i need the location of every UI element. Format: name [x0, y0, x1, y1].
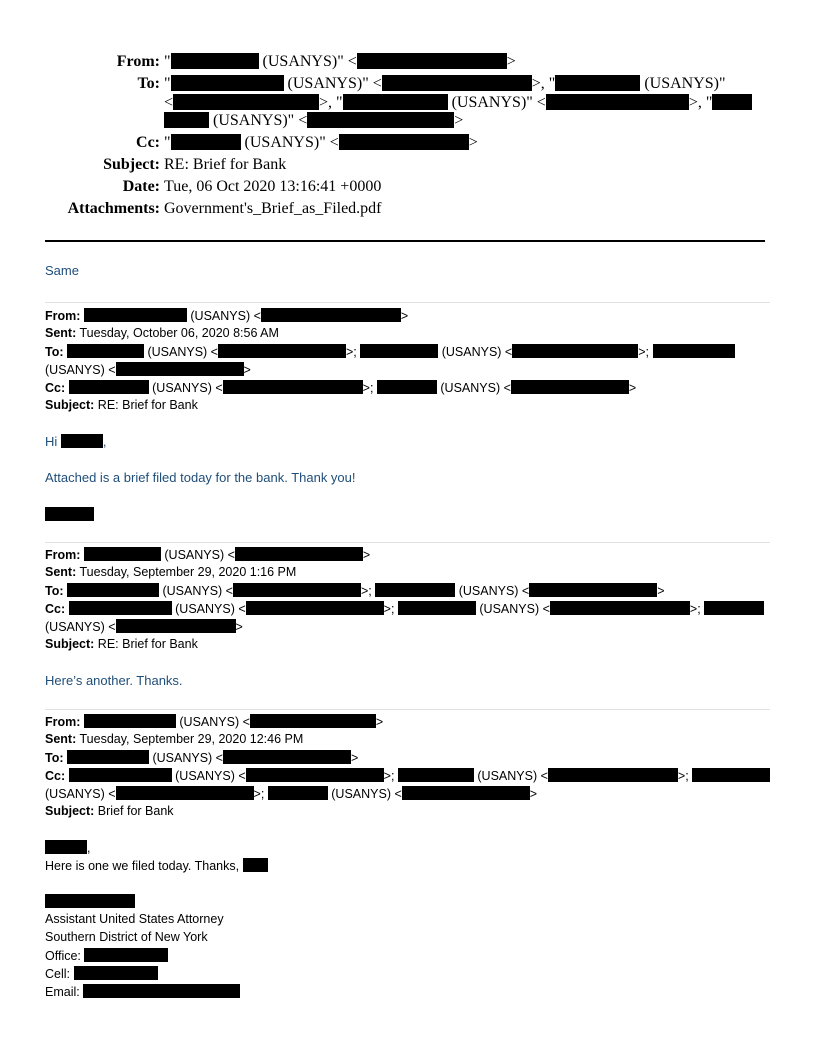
signature-office-name: Southern District of New York — [45, 930, 208, 944]
msg1-cc-line: Cc: (USANYS) < >; (USANYS) < > — [45, 381, 637, 395]
redaction — [653, 344, 735, 358]
redaction — [357, 53, 507, 69]
header-subject-label: Subject: — [103, 156, 160, 173]
header-cc-label: Cc: — [136, 134, 160, 151]
redaction — [171, 75, 284, 91]
msg1-subject-line: Subject: RE: Brief for Bank — [45, 398, 198, 412]
msg1-body: Attached is a brief filed today for the bank. Thank you! — [45, 470, 356, 485]
redaction — [116, 786, 254, 800]
header-from-label: From: — [116, 53, 160, 70]
signature-cell-line: Cell: — [45, 966, 158, 981]
redaction — [164, 112, 209, 128]
redaction — [512, 344, 638, 358]
msg3-sent-line: Sent: Tuesday, September 29, 2020 12:46 PM — [45, 732, 304, 746]
msg2-subject-line: Subject: RE: Brief for Bank — [45, 637, 198, 651]
msg2-body: Here’s another. Thanks. — [45, 673, 183, 688]
header-subject-value: RE: Brief for Bank — [164, 156, 287, 173]
redaction — [171, 53, 259, 69]
reply-body: Same — [45, 263, 79, 278]
redaction — [171, 134, 241, 150]
redaction — [69, 601, 172, 615]
msg3-cc-line-2: (USANYS) < >; (USANYS) < > — [45, 787, 538, 801]
msg1-greeting: Hi , — [45, 434, 107, 449]
msg2-cc-line: Cc: (USANYS) < >; (USANYS) < >; — [45, 601, 764, 616]
redaction — [307, 112, 454, 128]
redaction — [45, 840, 87, 854]
redaction — [223, 750, 351, 764]
redaction — [67, 583, 159, 597]
message-divider — [45, 709, 770, 710]
redaction — [69, 768, 172, 782]
msg3-from-line: From: (USANYS) < > — [45, 715, 384, 729]
msg1-to-line: To: (USANYS) < >; (USANYS) < >; — [45, 344, 735, 359]
redaction — [555, 75, 640, 91]
msg1-sent-line: Sent: Tuesday, October 06, 2020 8:56 AM — [45, 326, 279, 340]
redaction — [550, 601, 690, 615]
redaction — [84, 948, 168, 962]
redaction — [377, 380, 437, 394]
redaction — [246, 601, 384, 615]
redaction — [116, 619, 236, 633]
redaction — [45, 507, 94, 521]
msg2-from-line: From: (USANYS) < > — [45, 548, 371, 562]
msg1-signature — [45, 507, 94, 522]
redaction — [233, 583, 361, 597]
msg3-salutation: , — [45, 840, 90, 855]
redaction — [69, 380, 149, 394]
redaction — [61, 434, 103, 448]
redaction — [402, 786, 530, 800]
redaction — [546, 94, 689, 110]
redaction — [218, 344, 346, 358]
header-divider — [45, 240, 765, 242]
redaction — [704, 601, 764, 615]
redaction — [243, 858, 268, 872]
redaction — [45, 894, 135, 908]
redaction — [67, 750, 149, 764]
redaction — [339, 134, 469, 150]
header-date-value: Tue, 06 Oct 2020 13:16:41 +0000 — [164, 178, 382, 195]
redaction — [246, 768, 384, 782]
redaction — [84, 714, 176, 728]
redaction — [116, 362, 244, 376]
redaction — [548, 768, 678, 782]
message-divider — [45, 302, 770, 303]
redaction — [712, 94, 752, 110]
redaction — [84, 547, 161, 561]
redaction — [173, 94, 319, 110]
msg1-from-line: From: (USANYS) < > — [45, 309, 409, 323]
msg3-to-line: To: (USANYS) < > — [45, 751, 359, 765]
msg2-sent-line: Sent: Tuesday, September 29, 2020 1:16 PM — [45, 565, 297, 579]
redaction — [382, 75, 532, 91]
redaction — [529, 583, 657, 597]
redaction — [398, 601, 476, 615]
msg1-to-line-2: (USANYS) < > — [45, 363, 251, 377]
attachment-link[interactable]: Government's_Brief_as_Filed.pdf — [164, 200, 382, 217]
signature-title: Assistant United States Attorney — [45, 912, 224, 926]
header-attachments-label: Attachments: — [67, 200, 160, 217]
redaction — [343, 94, 448, 110]
msg3-subject-line: Subject: Brief for Bank — [45, 804, 174, 818]
redaction — [261, 308, 401, 322]
redaction — [511, 380, 629, 394]
msg3-cc-line: Cc: (USANYS) < >; (USANYS) < >; — [45, 768, 770, 783]
header-date-label: Date: — [122, 178, 160, 195]
signature-name — [45, 894, 135, 909]
redaction — [74, 966, 158, 980]
msg2-to-line: To: (USANYS) < >; (USANYS) < > — [45, 584, 665, 598]
redaction — [398, 768, 474, 782]
redaction — [223, 380, 363, 394]
header-to-label: To: — [137, 75, 160, 92]
signature-office-line: Office: — [45, 948, 168, 963]
msg3-body: Here is one we filed today. Thanks, — [45, 858, 268, 873]
msg2-cc-line-2: (USANYS) < > — [45, 620, 243, 634]
redaction — [360, 344, 438, 358]
redaction — [375, 583, 455, 597]
redaction — [67, 344, 144, 358]
redaction — [250, 714, 376, 728]
redaction — [84, 308, 187, 322]
signature-email-line: Email: — [45, 984, 240, 999]
redaction — [235, 547, 363, 561]
redaction — [83, 984, 240, 998]
message-divider — [45, 542, 770, 543]
redaction — [692, 768, 770, 782]
redaction — [268, 786, 328, 800]
